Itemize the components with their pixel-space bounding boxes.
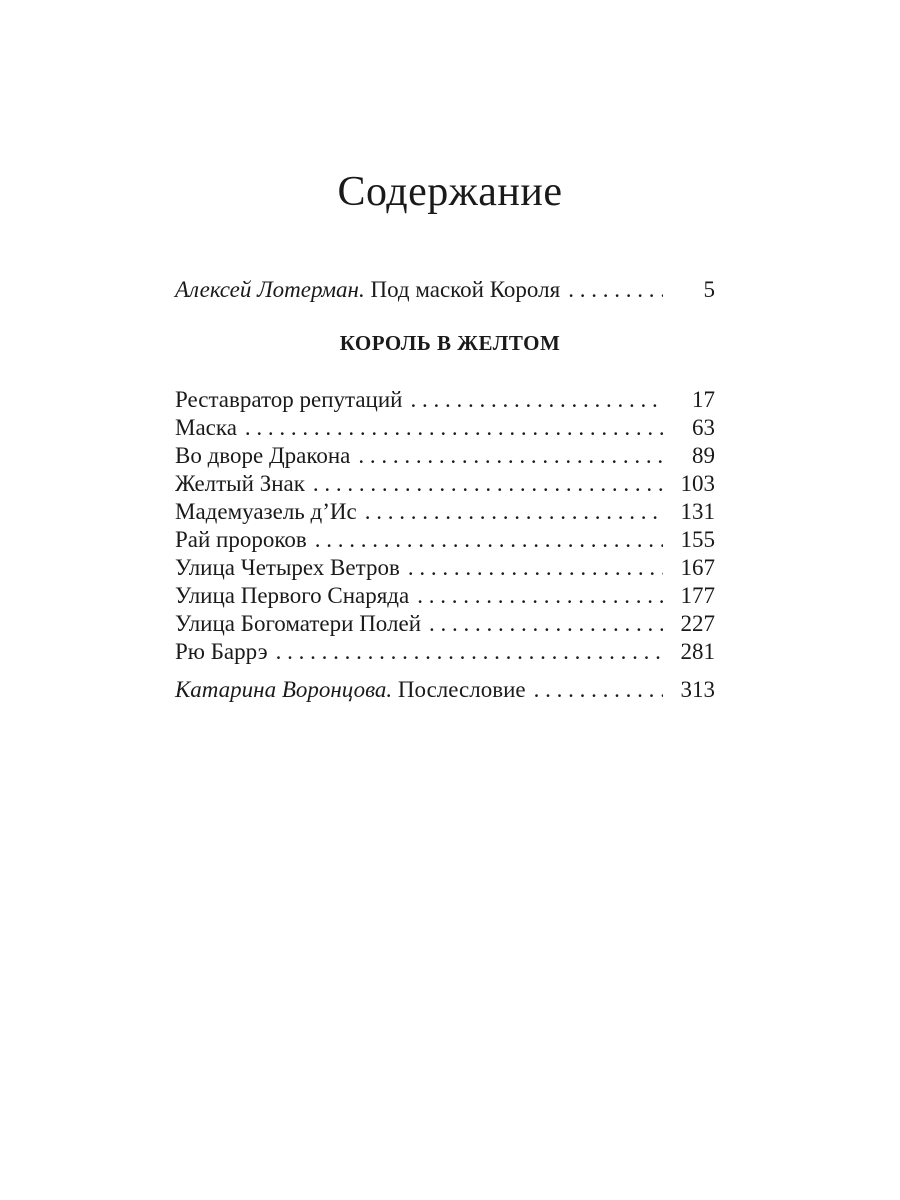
entry-page-number: 313 [680,677,715,702]
entry-label [175,676,526,704]
dot-leader [315,526,663,554]
toc-entry [175,582,715,610]
toc-stories [175,386,715,666]
entry-page-number: 5 [703,277,715,302]
toc-entry [175,442,715,470]
toc-entry [175,526,715,554]
entry-title: Под маской Короля [370,277,561,302]
entry-author: Катарина Воронцова. [175,677,393,702]
entry-title: Во дворе Дракона [175,443,351,468]
entry-title: Желтый Знак [175,471,305,496]
entry-title: Улица Четырех Ветров [175,555,400,580]
toc-afterword [175,676,715,704]
entry-title: Маска [175,415,237,440]
toc-entry [175,554,715,582]
entry-title: Послесловие [397,677,526,702]
toc-entry-afterword [175,676,715,704]
dot-leader [534,676,663,704]
dot-leader [429,610,663,638]
page-title: Содержание [337,169,563,215]
toc-entry-intro [175,276,715,304]
dot-leader [417,582,663,610]
entry-label [175,276,560,304]
entry-title: Улица Богоматери Полей [175,611,422,636]
toc-entry [175,414,715,442]
entry-title: Рай пророков [175,527,307,552]
dot-leader [358,442,663,470]
dot-leader [245,414,663,442]
dot-leader [365,498,663,526]
entry-page-number: 155 [680,527,715,552]
entry-title: Улица Первого Снаряда [175,583,410,608]
entry-page-number: 167 [680,555,715,580]
entry-page-number: 281 [680,639,715,664]
dot-leader [568,276,663,304]
dot-leader [313,470,663,498]
entry-page-number: 103 [680,471,715,496]
toc-entry [175,498,715,526]
entry-page-number: 89 [692,443,715,468]
entry-page-number: 131 [680,499,715,524]
entry-title: Реставратор репутаций [175,387,403,412]
entry-title: Рю Баррэ [175,639,268,664]
entry-page-number: 17 [692,387,715,412]
dot-leader [410,386,663,414]
toc-entry [175,470,715,498]
toc-entry [175,386,715,414]
entry-page-number: 177 [680,583,715,608]
section-heading: КОРОЛЬ В ЖЕЛТОМ [339,331,561,355]
toc-entry [175,638,715,666]
entry-title: Мадемуазель д’Ис [175,499,357,524]
toc-entry [175,610,715,638]
dot-leader [408,554,663,582]
entry-author: Алексей Лотерман. [175,277,365,302]
dot-leader [276,638,663,666]
entry-page-number: 227 [680,611,715,636]
entry-page-number: 63 [692,415,715,440]
toc-intro [175,276,715,304]
